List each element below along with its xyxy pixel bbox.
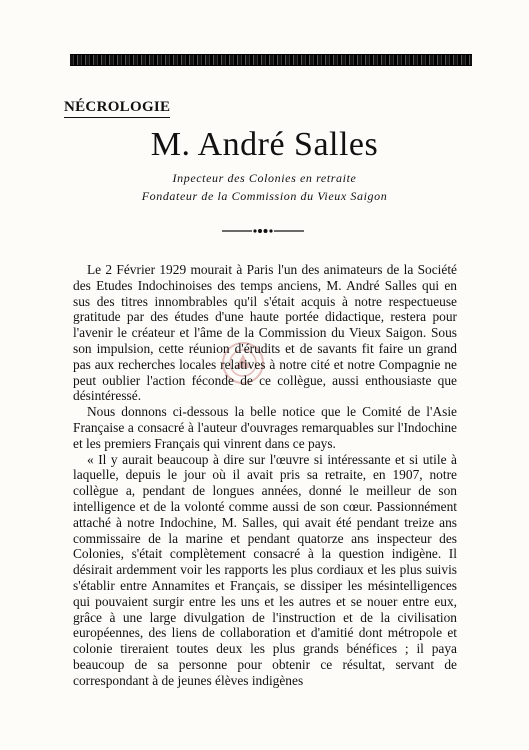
subtitle-line-1: Inpecteur des Colonies en retraite [172, 171, 357, 185]
article-body [73, 262, 457, 689]
paragraph-1: Le 2 Février 1929 mourait à Paris l'un des animateurs de la Société des Etudes Indochinoises des temps anciens, M. André Salles qui en sus des titres innombrables qu'il s'était acquis à notre respectueuse gratitude par des études d'une haute portée didactique, restera pour l'avenir le créateur et l'âme de la Commission du Vieux Saigon. Sous son impulsion, cette réunion d'érudits et de savants fit faire un grand pas aux recherches locales relatives à notre cité et notre Compagnie ne peut oublier l'action féconde de ce collègue, aussi enthousiaste que désintéressé. [73, 262, 457, 404]
section-label: NÉCROLOGIE [64, 99, 170, 118]
decorative-header-band [70, 54, 472, 66]
paragraph-2: Nous donnons ci-dessous la belle notice que le Comité de l'Asie Française a consacré à l'auteur d'ouvrages remarquables sur l'Indochine et les premiers Français qui vinrent dans ce pays. [73, 404, 457, 451]
subtitle-line-2: Fondateur de la Commission du Vieux Saigon [141, 189, 388, 203]
ornament-divider [222, 226, 304, 236]
paragraph-3: « Il y aurait beaucoup à dire sur l'œuvre si intéressante et si utile à laquelle, depuis le jour où il avait pris sa retraite, en 1907, notre collègue a, pendant de longues années, donné le meilleur de son intelligence et de la volonté comme aussi de son cœur. Passionnément attaché à notre Indochine, M. Salles, qui avait été pendant treize ans commissaire de la marine et pendant quatorze ans inspecteur des Colonies, s'était complètement consacré à la question indigène. Il désirait ardemment voir les rapports les plus cordiaux et les plus suivis s'établir entre Annamites et Français, se dissiper les mésintelligences qui pouvaient surgir entre les uns et les autres et se nouer entre eux, grâce à une large divulgation de l'instruction et de la civilisation européennes, des liens de collaboration et d'amitié dont métropole et colonie tireraient toutes deux les plus grands bénéfices ; il paya beaucoup de sa personne pour obtenir ce résultat, servant de correspondant à de jeunes élèves indigènes [73, 451, 457, 688]
article-title: M. André Salles [150, 126, 379, 163]
